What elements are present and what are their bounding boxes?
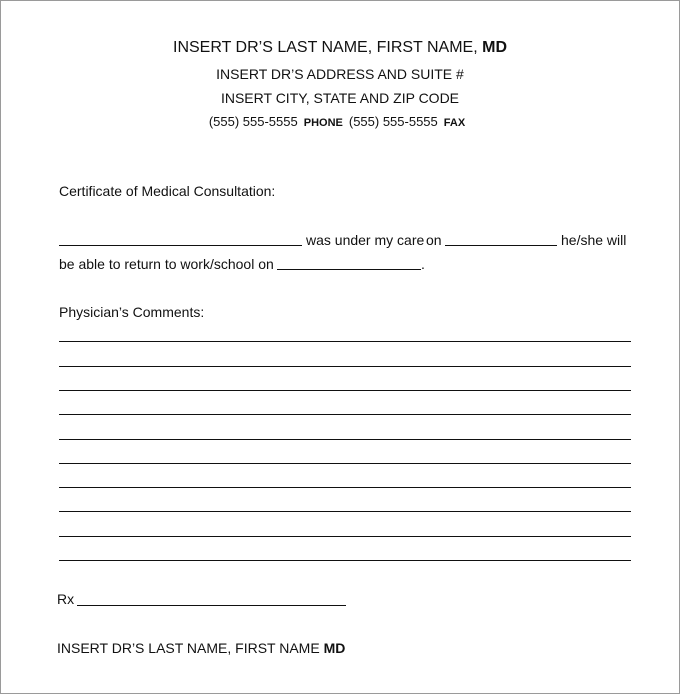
- fax-number: (555) 555-5555: [348, 114, 438, 129]
- contact-line: [1, 114, 679, 129]
- comment-line[interactable]: [59, 560, 631, 561]
- return-date-blank[interactable]: [277, 269, 421, 270]
- comment-line[interactable]: [59, 414, 631, 415]
- doctor-address: INSERT DR’S ADDRESS AND SUITE #: [216, 66, 464, 82]
- comment-line[interactable]: [59, 511, 631, 512]
- comment-line[interactable]: [59, 390, 631, 391]
- footer-signature: [57, 640, 345, 656]
- patient-name-blank[interactable]: [59, 245, 302, 246]
- fax-label: FAX: [443, 117, 466, 129]
- comment-line[interactable]: [59, 439, 631, 440]
- certificate-title: Certificate of Medical Consultation:: [59, 183, 276, 199]
- care-date-blank[interactable]: [445, 245, 557, 246]
- comment-line[interactable]: [59, 487, 631, 488]
- will-text: he/she will: [561, 232, 627, 248]
- doctor-suffix: MD: [482, 39, 507, 56]
- care-text: was under my care: [306, 232, 425, 248]
- footer-doctor-suffix: MD: [323, 640, 346, 656]
- phone-label: PHONE: [303, 117, 343, 129]
- footer-doctor-name: INSERT DR’S LAST NAME, FIRST NAME: [57, 640, 320, 656]
- period-text: .: [421, 256, 425, 272]
- phone-number: (555) 555-5555: [208, 114, 298, 129]
- doctor-name-heading: [1, 39, 679, 57]
- rx-blank[interactable]: [77, 605, 346, 606]
- rx-label: Rx: [57, 591, 75, 607]
- return-text: be able to return to work/school on: [59, 256, 274, 272]
- doctor-city: INSERT CITY, STATE AND ZIP CODE: [220, 90, 460, 106]
- comment-line[interactable]: [59, 463, 631, 464]
- comment-line[interactable]: [59, 341, 631, 342]
- comment-line[interactable]: [59, 536, 631, 537]
- on-text: on: [426, 232, 442, 248]
- doctor-name: INSERT DR’S LAST NAME, FIRST NAME,: [173, 39, 478, 56]
- comments-label: Physician’s Comments:: [59, 304, 205, 320]
- comment-line[interactable]: [59, 366, 631, 367]
